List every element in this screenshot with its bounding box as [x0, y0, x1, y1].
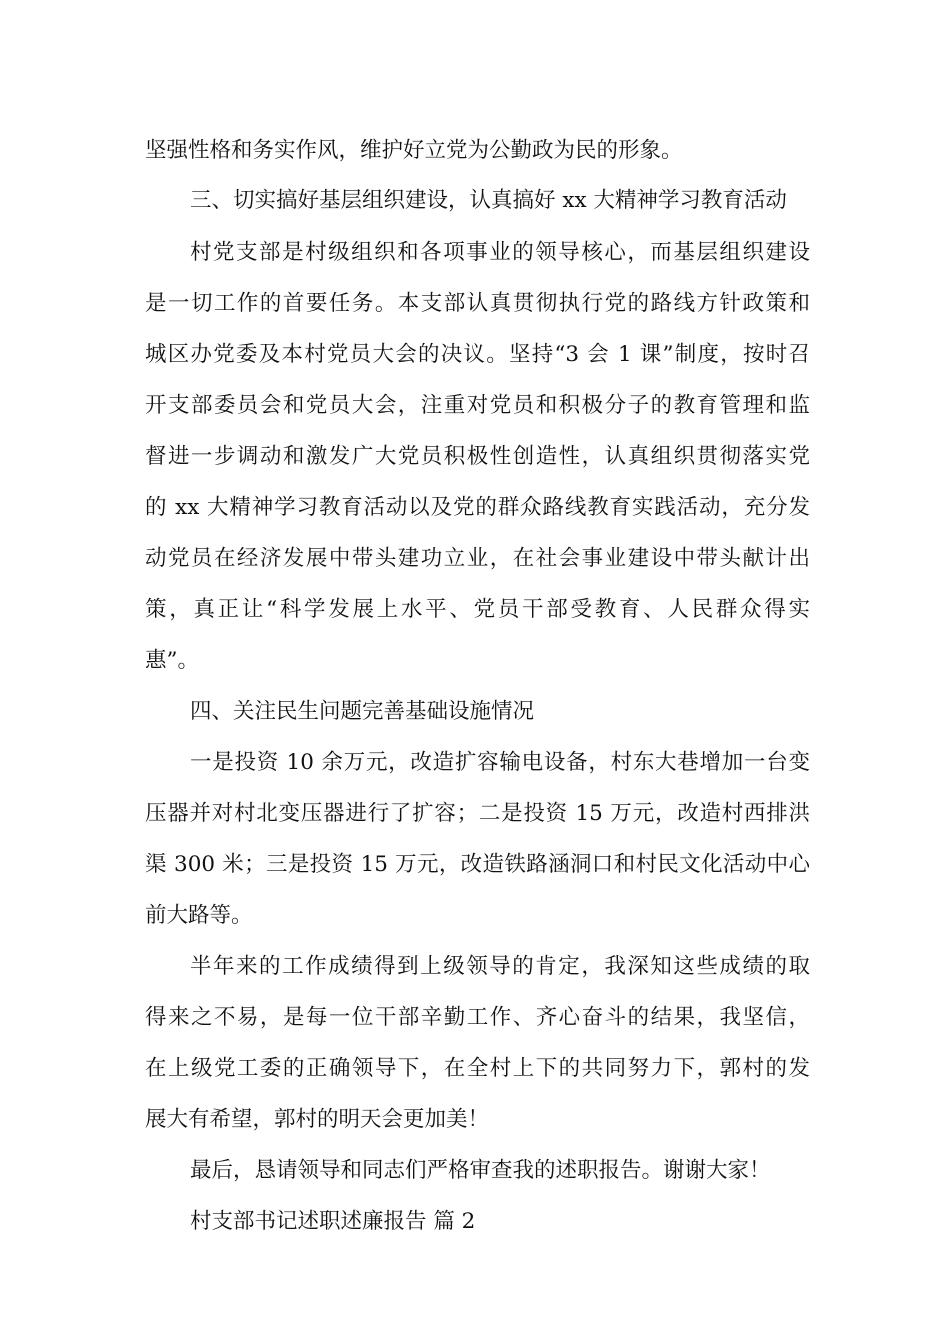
text-line: 惠”。 [145, 648, 199, 673]
text-line: 在上级党工委的正确领导下，在全村上下的共同努力下，郭村的发 [145, 1056, 810, 1081]
closing-line: 最后，恳请领导和同志们严格审查我的述职报告。谢谢大家！ [190, 1158, 771, 1183]
text-line: 策，真正让“科学发展上水平、党员干部受教育、人民群众得实 [145, 597, 810, 622]
section-heading-3: 三、切实搞好基层组织建设，认真搞好 xx 大精神学习教育活动 [190, 188, 787, 213]
text-line: 动党员在经济发展中带头建功立业，在社会事业建设中带头献计出 [145, 546, 810, 571]
text-line: 得来之不易，是每一位干部辛勤工作、齐心奋斗的结果，我坚信， [145, 1005, 810, 1030]
text-line: 展大有希望，郭村的明天会更加美！ [145, 1107, 490, 1132]
next-report-title: 村支部书记述职述廉报告 篇 2 [190, 1209, 476, 1234]
text-line: 是一切工作的首要任务。本支部认真贯彻执行党的路线方针政策和 [145, 291, 810, 316]
text-line: 的 xx 大精神学习教育活动以及党的群众路线教育实践活动，充分发 [145, 495, 810, 520]
text-line: 城区办党委及本村党员大会的决议。坚持“3 会 1 课”制度，按时召 [145, 342, 810, 367]
text-line: 坚强性格和务实作风，维护好立党为公勤政为民的形象。 [145, 138, 683, 163]
text-line: 前大路等。 [145, 903, 253, 928]
text-line: 村党支部是村级组织和各项事业的领导核心，而基层组织建设 [190, 240, 810, 265]
text-line: 开支部委员会和党员大会，注重对党员和积极分子的教育管理和监 [145, 393, 810, 418]
text-line: 渠 300 米；三是投资 15 万元，改造铁路涵洞口和村民文化活动中心 [145, 852, 810, 877]
text-line: 督进一步调动和激发广大党员积极性创造性，认真组织贯彻落实党 [145, 444, 810, 469]
section-heading-4: 四、关注民生问题完善基础设施情况 [190, 699, 535, 724]
text-line: 压器并对村北变压器进行了扩容；二是投资 15 万元，改造村西排洪 [145, 801, 810, 826]
text-line: 一是投资 10 余万元，改造扩容输电设备，村东大巷增加一台变 [190, 750, 810, 775]
text-line: 半年来的工作成绩得到上级领导的肯定，我深知这些成绩的取 [190, 954, 810, 979]
